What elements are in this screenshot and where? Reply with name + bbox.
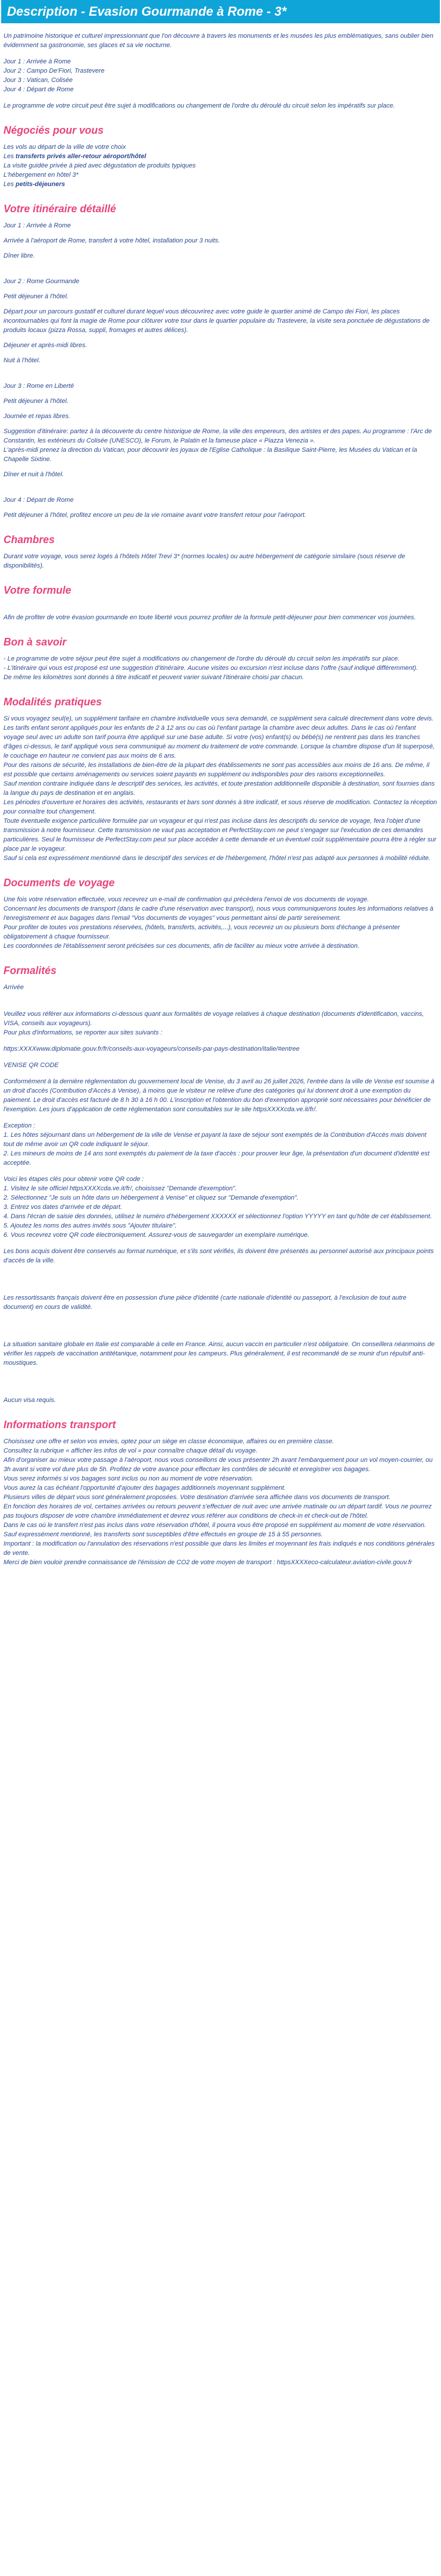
chambres-heading: Chambres <box>3 534 55 545</box>
day-heading: Jour 4 : Départ de Rome <box>3 497 74 504</box>
negocies-item: La visite guidée privée à pied avec dégustation de produits typiques <box>3 162 196 169</box>
modalites-heading: Modalités pratiques <box>3 696 102 708</box>
day-paragraph: Journée et repas libres. <box>3 413 70 420</box>
day-paragraph: Arrivée à l'aéroport de Rome, transfert à votre hôtel, installation pour 3 nuits. <box>3 237 221 244</box>
chambres-text: Durant votre voyage, vous serez logés à l'hôtels Hôtel Trevi 3* (normes locales) ou autre hébergement de catégorie similaire (sous réserve de disponibilités). <box>3 553 406 569</box>
negocies-item: Les transferts privés aller-retour aéroport/hôtel <box>3 153 147 160</box>
intro-section <box>1 23 440 1586</box>
itineraire-day <box>3 495 438 520</box>
day-paragraph: Petit déjeuner à l'hôtel, profitez encore un peu de la vie romaine avant votre transfert retour pour l'aéroport. <box>3 512 307 519</box>
intro-text: Un patrimoine historique et culturel impressionnant que l'on découvre à travers les monuments et les musées les plus emblématiques, sans oublier bien évidemment sa gastronomie, ses glaces et sa vie nocturne. <box>3 33 433 49</box>
day-paragraph: Départ pour un parcours gustatif et culturel durant lequel vous découvrirez avec votre guide le quartier animé de Campo dei Fiori, les places incontournables qui font la magie de Rome pour clôturer votre tour dans le quartier populaire du Trastevere, la visite sera ponctuée de dégustations de produits locaux (pizza Rossa, suppli, fromages et autres délices). <box>3 308 430 334</box>
transport-text: Choisissez une offre et selon vos envies, optez pour un siège en classe économique, affaires ou en première classe. Consultez la rubrique « afficher les infos de vol » pour connaître chaque détail du voyage. Afin d'organiser au mieux votre passage à l'aéroport, nous vous conseillons de vous présenter 2h avant l'embarquement pour un vol moyen-courrier, ou 3h avant si votre vol dure plus de 5h. Profitez de votre avance pour effectuer les contrôles de sécurité et enregistrer vos bagages. Vous serez informés si vos bagages sont inclus ou non au moment de votre réservation. Vous aurez la cas échéant l'opportunité d'ajouter des bagages additionnels moyennant supplément. Plusieurs villes de départ vous sont généralement proposées. Votre destination d'arrivée sera affichée dans vos documents de transport. En fonction des horaires de vol, certaines arrivées ou retours peuvent s'effectuer de nuit avec une arrivée matinale ou un départ tardif. Vous ne pourrez pas toujours disposer de votre chambre immédiatement et devrez vous référer aux conditions de check-in et check-out de l'hôtel. Dans le cas où le transfert n'est pas inclus dans votre réservation d'hôtel, il pourra vous être proposé en supplément au moment de votre réservation. Sauf expressément mentionné, les transferts sont susceptibles d'être effectués en groupe de 15 à 55 personnes. Important : la modification ou l'annulation des réservations n'est possible que dans les limites et moyennant les frais indiqués e nos conditions générales de vente. Merci de bien vouloir prendre connaissance de l'émission de CO2 de votre moyen de transport : httpsXXXXeco-calculateur.aviation-civile.gouv.fr <box>3 1438 435 1566</box>
negocies-item: Les petits-déjeuners <box>3 181 65 188</box>
negocies-list <box>3 142 438 189</box>
intro-day: Jour 1 : Arrivée à Rome <box>3 58 71 65</box>
formalites-paragraph: Conformément à la dernière réglementation du gouvernement local de Venise, du 3 avril au 26 juillet 2026, l'entrée dans la ville de Venise est soumise à un droit d'accès (Contribution d'Accès à Venise), à moins que le visiteur ne relève d'une des catégories qui lui donnent droit à une exemption du paiement. Le droit d'accès est facturé de 8 h 30 à 16 h 00. L'inscription et l'obtention du bon d'exemption approprié sont nécessaires pour bénéficier de l'exemption. Les jours d'application de cette réglementation sont consultables sur le site httpsXXXXcda.ve.it/fr/. <box>3 1078 435 1113</box>
formalites-paragraph: Veuillez vous référer aux informations ci-dessous quant aux formalités de voyage relatives à chaque destination (documents d'identification, vaccins, VISA, conseils aux voyageurs). Pour plus d'informations, se reporter aux sites suivants : <box>3 1011 424 1036</box>
modalites-text: Si vous voyagez seul(e), un supplément tarifaire en chambre individuelle vous sera demandé, ce supplément sera calculé directement dans votre devis. Les tarifs enfant seront appliqués pour les enfants de 2 à 12 ans ou cas où l'enfant partage la chambre avec deux adultes. Dans le cas où l'enfant voyage seul avec un adulte son tarif pourra être appliqué sur une base adulte. Si votre (vos) enfant(s) ou bébé(s) ne rentrent pas dans les tranches d'âges ci-dessus, le tarif appliqué vous sera communiqué au moment du traitement de votre commande. Lorsque la chambre dispose d'un lit superposé, le couchage en hauteur ne convient pas aux moins de 6 ans. Pour des raisons de sécurité, les installations de bien-être de la plupart des établissements ne sont pas accessibles aux moins de 16 ans. De même, il est possible que certains aménagements ou services soient payants en supplément ou indisponibles pour des raisons exceptionnelles. Sauf mention contraire indiquée dans le descriptif des services, les activités, et toute prestation additionnelle disponible à destination, sont fournies dans la langue du pays de destination et en anglais. Les périodes d'ouverture et horaires des activités, restaurants et bars sont donnés à titre indicatif, et sous réserve de modification. Contactez la réception pour connaître tout changement. Toute éventuelle exigence particulière formulée par un voyageur et qui n'est pas incluse dans les descriptifs du service de voyage, fera l'objet d'une transmission à notre fournisseur. Cette transmission ne vaut pas acceptation et PerfectStay.com ne peut s'engager sur l'exécution de ces demandes particulières. Seul le fournisseur de PerfectStay.com peut sur place accéder à cette demande et un éventuel coût supplémentaire pourra être à régler sur place par le voyageur. Sauf si cela est expressément mentionné dans le descriptif des services et de l'hébergement, l'hôtel n'est pas adapté aux personnes à mobilité réduite. <box>3 715 437 862</box>
intro-day: Jour 3 : Vatican, Colisée <box>3 77 73 84</box>
documents-heading: Documents de voyage <box>3 877 115 889</box>
title-bar <box>1 0 440 23</box>
day-paragraph: Suggestion d'itinéraire: partez à la découverte du centre historique de Rome, la ville des empereurs, des artistes et des papes. Au programme : l'Arc de Constantin, les extérieurs du Colisée (UNESCO), le Forum, le Palatin et la fameuse place « Piazza Venezia ». L'après-midi prenez la direction du Vatican, pour découvrir les joyaux de l'Eglise Catholique : la Basilique Saint-Pierre, les Musées du Vatican et la Chapelle Sixtine. <box>3 428 432 463</box>
formalites-heading: Formalités <box>3 965 57 976</box>
itineraire-day <box>3 381 438 479</box>
negocies-heading: Négociés pour vous <box>3 124 104 136</box>
bonasavoir-text: - Le programme de votre séjour peut être sujet à modifications ou changement de l'ordre du déroulé du circuit selon les impératifs sur place. - L'itinéraire qui vous est proposé est une suggestion d'itinéraire. Aucune visites ou excursion n'est incluse dans l'offre (sauf indiqué différemment). De même les kilomètres sont donnés à titre indicatif et peuvent varier suivant l'itinéraire choisi par chacun. <box>3 655 418 681</box>
itineraire-heading: Votre itinéraire détaillé <box>3 203 116 215</box>
page-title: Description - Evasion Gourmande à Rome - 3* <box>7 4 287 19</box>
formalites-paragraph: Arrivée <box>3 984 24 991</box>
formalites-paragraph: Voici les étapes clés pour obtenir votre QR code : 1. Visitez le site officiel httpsXXXXcda.ve.it/fr/, choisissez "Demande d'exemption". 2. Sélectionnez "Je suis un hôte dans un hébergement à Venise" et cliquez sur "Demande d'exemption". 3. Entrez vos dates d'arrivée et de départ. 4. Dans l'écran de saisie des données, utilisez le numéro d'hébergement XXXXXX et sélectionnez l'option YYYYY en tant qu'hôte de cet établissement. 5. Ajoutez les noms des autres invités sous "Ajouter titulaire". 6. Vous recevrez votre QR code électroniquement. Assurez-vous de sauvegarder un exemplaire numérique. <box>3 1176 432 1239</box>
formalites-link[interactable]: https:XXXXwww.diplomatie.gouv.fr/fr/conseils-aux-voyageurs/conseils-par-pays-destination/italie/#entree <box>3 1046 300 1052</box>
day-heading: Jour 3 : Rome en Liberté <box>3 383 74 390</box>
formalites-paragraph: VENISE QR CODE <box>3 1062 59 1069</box>
itineraire-day <box>3 221 438 261</box>
bonasavoir-heading: Bon à savoir <box>3 636 67 648</box>
day-heading: Jour 1 : Arrivée à Rome <box>3 222 71 229</box>
formalites-paragraph: Aucun visa requis. <box>3 1397 56 1404</box>
formalites-paragraph: Les ressortissants français doivent être en possession d'une pièce d'identité (carte nationale d'identité ou passeport, à l'exclusion de tout autre document) en cours de validité. <box>3 1294 407 1311</box>
intro-day: Jour 4 : Départ de Rome <box>3 86 74 93</box>
transport-heading: Informations transport <box>3 1419 116 1430</box>
day-paragraph: Déjeuner et après-midi libres. <box>3 342 87 349</box>
formule-text: Afin de profiter de votre évasion gourmande en toute liberté vous pourrez profiter de la formule petit-déjeuner pour bien commencer vos journées. <box>3 614 416 621</box>
formalites-paragraph: Les bons acquis doivent être conservés au format numérique, et s'ils sont vérifiés, ils doivent être présentés au personnel autorisé aux principaux points d'accès de la ville. <box>3 1248 434 1264</box>
formule-heading: Votre formule <box>3 584 72 596</box>
day-paragraph: Nuit à l'hôtel. <box>3 357 41 364</box>
negocies-item: L'hébergement en hôtel 3* <box>3 172 79 179</box>
day-heading: Jour 2 : Rome Gourmande <box>3 278 80 285</box>
day-paragraph: Dîner libre. <box>3 252 35 259</box>
formalites-paragraph: La situation sanitaire globale en Italie est comparable à celle en France. Ainsi, aucun vaccin en particulier n'est obligatoire. On conseillera néanmoins de vérifier les rappels de vaccination antitétanique, notamment pour les campeurs. Plus généralement, il est recommandé de se munir d'un répulsif anti-moustiques. <box>3 1341 435 1367</box>
negocies-item: Les vols au départ de la ville de votre choix <box>3 144 126 151</box>
intro-note: Le programme de votre circuit peut être sujet à modifications ou changement de l'ordre du déroulé du circuit selon les impératifs sur place. <box>3 102 395 109</box>
documents-text: Une fois votre réservation effectuée, vous recevrez un e-mail de confirmation qui précèdera l'envoi de vos documents de voyage. Concernant les documents de transport (dans le cadre d'une réservation avec transport), nous vous communiquerons toutes les informations relatives à l'enregistrement et aux bagages dans l'email "Vos documents de voyages" vous permettant ainsi de partir sereinement. Pour profiter de toutes vos prestations réservées, (hôtels, transferts, activités,...), vous recevrez un ou plusieurs bons d'échange à présenter obligatoirement à chaque fournisseur. Les coordonnées de l'établissement seront précisées sur ces documents, afin de faciliter au mieux votre arrivée à destination. <box>3 896 433 950</box>
formalites-paragraph: Exception : 1. Les hôtes séjournant dans un hébergement de la ville de Venise et payant la taxe de séjour sont exemptés de la Contribution d'Accès mais doivent tout de même avoir un QR code indiquant le séjour. 2. Les mineurs de moins de 14 ans sont exemptés du paiement de la taxe d'accès : pour prouver leur âge, la présentation d'un document d'identité est acceptée. <box>3 1122 430 1166</box>
day-paragraph: Dîner et nuit à l'hôtel. <box>3 471 64 478</box>
intro-days <box>3 57 438 94</box>
itineraire-day <box>3 277 438 365</box>
intro-day: Jour 2 : Campo De'Fiori, Trastevere <box>3 67 105 74</box>
day-paragraph: Petit déjeuner à l'hôtel. <box>3 293 69 300</box>
day-paragraph: Petit déjeuner à l'hôtel. <box>3 398 69 405</box>
